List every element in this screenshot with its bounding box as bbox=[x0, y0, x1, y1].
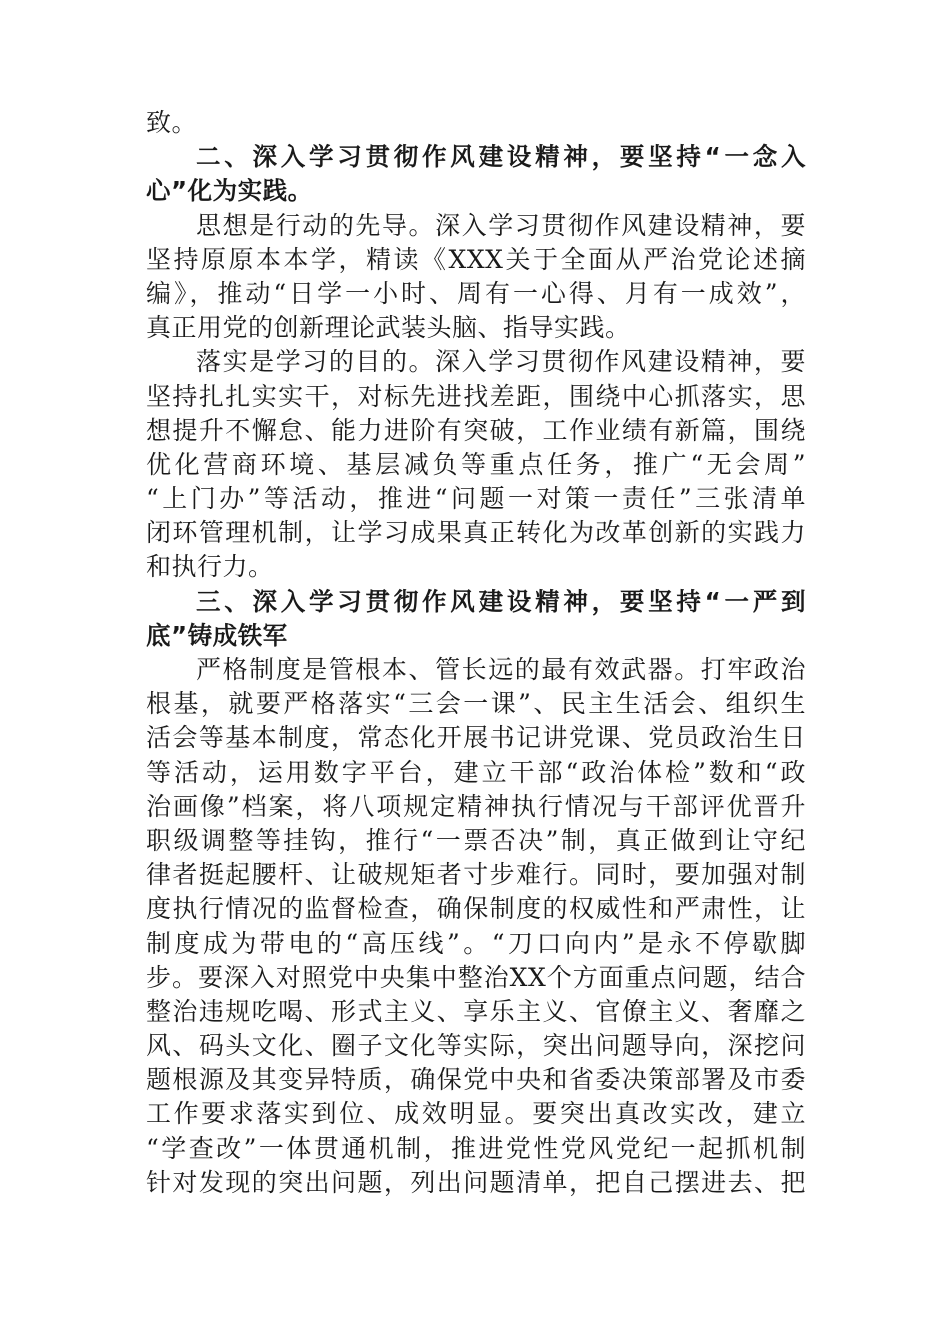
section-heading-line: 心”化为实践。 bbox=[146, 176, 313, 206]
paragraph-line: 真正用党的创新理论武装头脑、指导实践。 bbox=[146, 313, 631, 343]
paragraph-line: 落实是学习的目的。深入学习贯彻作风建设精神，要 bbox=[196, 347, 806, 377]
paragraph-line: 致。 bbox=[146, 108, 198, 137]
paragraph-line: 编》，推动“日学一小时、周有一心得、月有一成效”， bbox=[146, 278, 806, 308]
document-page bbox=[146, 106, 806, 1200]
paragraph-line: 思想是行动的先导。深入学习贯彻作风建设精神，要 bbox=[196, 210, 806, 240]
paragraph-line: 严格制度是管根本、管长远的最有效武器。打牢政治 bbox=[196, 655, 806, 684]
paragraph-line: 闭环管理机制，让学习成果真正转化为改革创新的实践力 bbox=[146, 518, 806, 548]
paragraph-line: “学查改”一体贯通机制，推进党性党风党纪一起抓机制 bbox=[146, 1133, 806, 1163]
paragraph-line: 优化营商环境、基层减负等重点任务，推广“无会周” bbox=[146, 449, 806, 479]
paragraph-line: 和执行力。 bbox=[146, 552, 274, 582]
paragraph-line: 坚持原原本本学，精读《XXX关于全面从严治党论述摘 bbox=[146, 244, 806, 274]
paragraph-line: 想提升不懈怠、能力进阶有突破，工作业绩有新篇，围绕 bbox=[146, 415, 806, 445]
section-heading-line: 三、深入学习贯彻作风建设精神，要坚持“一严到 bbox=[196, 586, 806, 616]
paragraph-line: 题根源及其变异特质，确保党中央和省委决策部署及市委 bbox=[146, 1065, 806, 1095]
paragraph-line: “上门办”等活动，推进“问题一对策一责任”三张清单 bbox=[146, 484, 806, 514]
paragraph-line: 治画像”档案，将八项规定精神执行情况与干部评优晋升 bbox=[146, 791, 806, 821]
paragraph-line: 根基，就要严格落实“三会一课”、民主生活会、组织生 bbox=[146, 689, 806, 719]
paragraph-line: 风、码头文化、圈子文化等实际，突出问题导向，深挖问 bbox=[146, 1031, 806, 1061]
paragraph-line: 针对发现的突出问题，列出问题清单，把自己摆进去、把 bbox=[146, 1167, 806, 1197]
section-heading-line: 底”铸成铁军 bbox=[146, 620, 288, 650]
paragraph-line: 活会等基本制度，常态化开展书记讲党课、党员政治生日 bbox=[146, 723, 806, 753]
paragraph-line: 工作要求落实到位、成效明显。要突出真改实改，建立 bbox=[146, 1099, 806, 1129]
section-heading-line: 二、深入学习贯彻作风建设精神，要坚持“一念入 bbox=[196, 142, 806, 172]
paragraph-line: 度执行情况的监督检查，确保制度的权威性和严肃性，让 bbox=[146, 894, 806, 924]
paragraph-line: 职级调整等挂钩，推行“一票否决”制，真正做到让守纪 bbox=[146, 825, 806, 855]
paragraph-line: 等活动，运用数字平台，建立干部“政治体检”数和“政 bbox=[146, 757, 806, 787]
paragraph-line: 整治违规吃喝、形式主义、享乐主义、官僚主义、奢靡之 bbox=[146, 996, 806, 1026]
paragraph-line: 步。要深入对照党中央集中整治XX个方面重点问题，结合 bbox=[146, 962, 806, 992]
paragraph-line: 律者挺起腰杆、让破规矩者寸步难行。同时，要加强对制 bbox=[146, 860, 806, 890]
paragraph-line: 制度成为带电的“高压线”。“刀口向内”是永不停歇脚 bbox=[146, 928, 806, 958]
paragraph-line: 坚持扎扎实实干，对标先进找差距，围绕中心抓落实，思 bbox=[146, 381, 806, 411]
